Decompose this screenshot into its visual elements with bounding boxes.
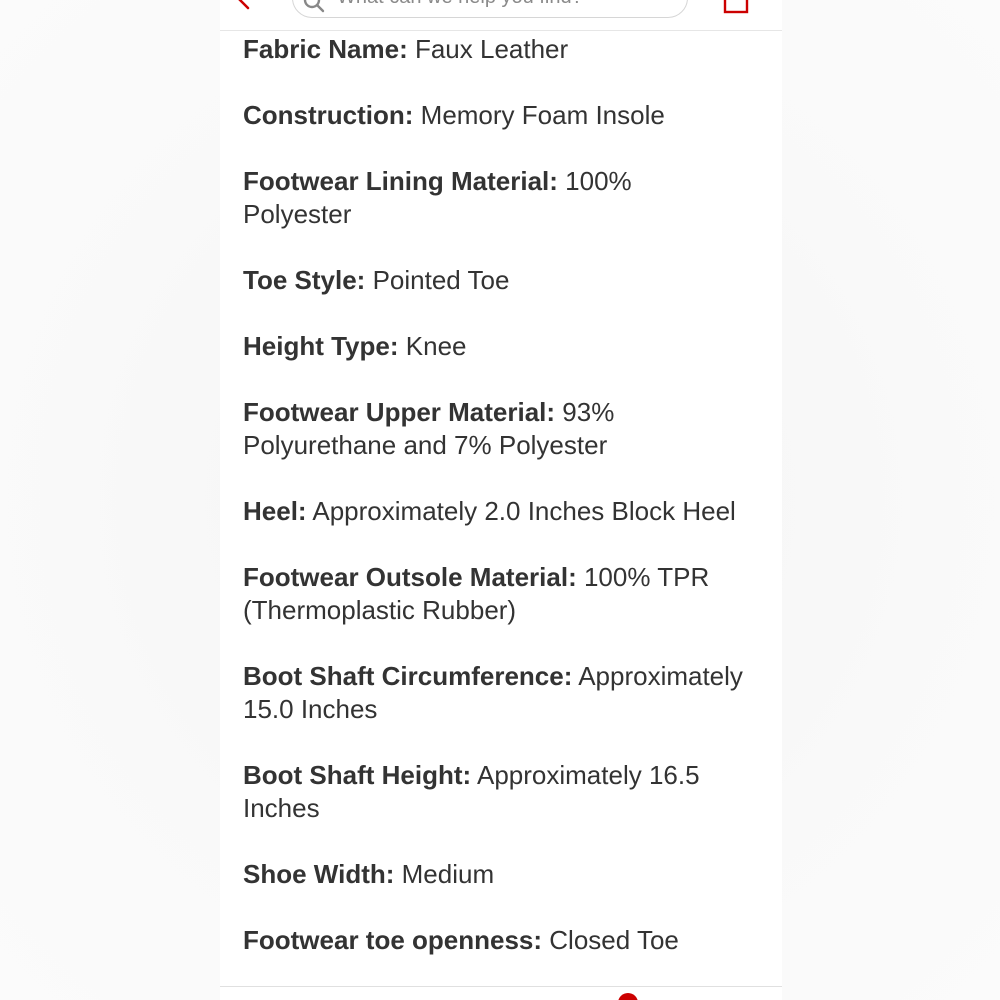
spec-value: Approximately 2.0 Inches Block Heel (312, 496, 736, 526)
spec-label: Toe Style: (243, 265, 366, 295)
spec-label: Boot Shaft Circumference: (243, 661, 573, 691)
spec-label: Construction: (243, 100, 414, 130)
spec-value: Closed Toe (549, 925, 679, 955)
notification-badge-icon (618, 993, 638, 1000)
spec-value: Memory Foam Insole (420, 100, 665, 130)
spec-value: Faux Leather (414, 34, 569, 64)
spec-outsole-material (243, 561, 743, 627)
cart-icon (722, 0, 752, 14)
bottom-nav-bar (220, 986, 782, 1000)
spec-lining-material (243, 165, 743, 231)
search-icon (303, 0, 325, 13)
spec-label: Footwear Lining Material: (243, 166, 558, 196)
back-chevron-icon (232, 0, 256, 10)
spec-label: Fabric Name: (243, 34, 408, 64)
mobile-screen (220, 0, 782, 1000)
search-input[interactable] (337, 0, 667, 9)
spec-value: Knee (405, 331, 467, 361)
spec-shoe-width (243, 858, 743, 891)
spec-label: Footwear Outsole Material: (243, 562, 577, 592)
spec-height-type (243, 330, 743, 363)
spec-value: Approximately 15.0 Inches (243, 661, 743, 724)
spec-value: 100% Polyester (243, 166, 632, 229)
spec-construction (243, 99, 743, 132)
spec-value: Medium (401, 859, 495, 889)
spec-toe-openness (243, 924, 743, 957)
spec-value: 93% Polyurethane and 7% Polyester (243, 397, 615, 460)
spec-label: Height Type: (243, 331, 399, 361)
spec-toe-style (243, 264, 743, 297)
spec-label: Boot Shaft Height: (243, 760, 472, 790)
cart-button[interactable] (722, 0, 752, 14)
spec-label: Footwear Upper Material: (243, 397, 556, 427)
spec-shaft-height (243, 759, 743, 825)
spec-value: Pointed Toe (372, 265, 510, 295)
back-button[interactable] (232, 0, 256, 10)
spec-value: Approximately 16.5 Inches (243, 760, 700, 823)
spec-fabric-name (243, 33, 743, 66)
header-bar (220, 0, 782, 31)
spec-upper-material (243, 396, 743, 462)
search-bar[interactable] (292, 0, 688, 18)
spec-shaft-circumference (243, 660, 743, 726)
spec-value: 100% TPR (Thermoplastic Rubber) (243, 562, 710, 625)
spec-label: Heel: (243, 496, 307, 526)
spec-heel (243, 495, 743, 528)
spec-label: Shoe Width: (243, 859, 395, 889)
spec-label: Footwear toe openness: (243, 925, 543, 955)
product-specifications-list (243, 33, 743, 990)
